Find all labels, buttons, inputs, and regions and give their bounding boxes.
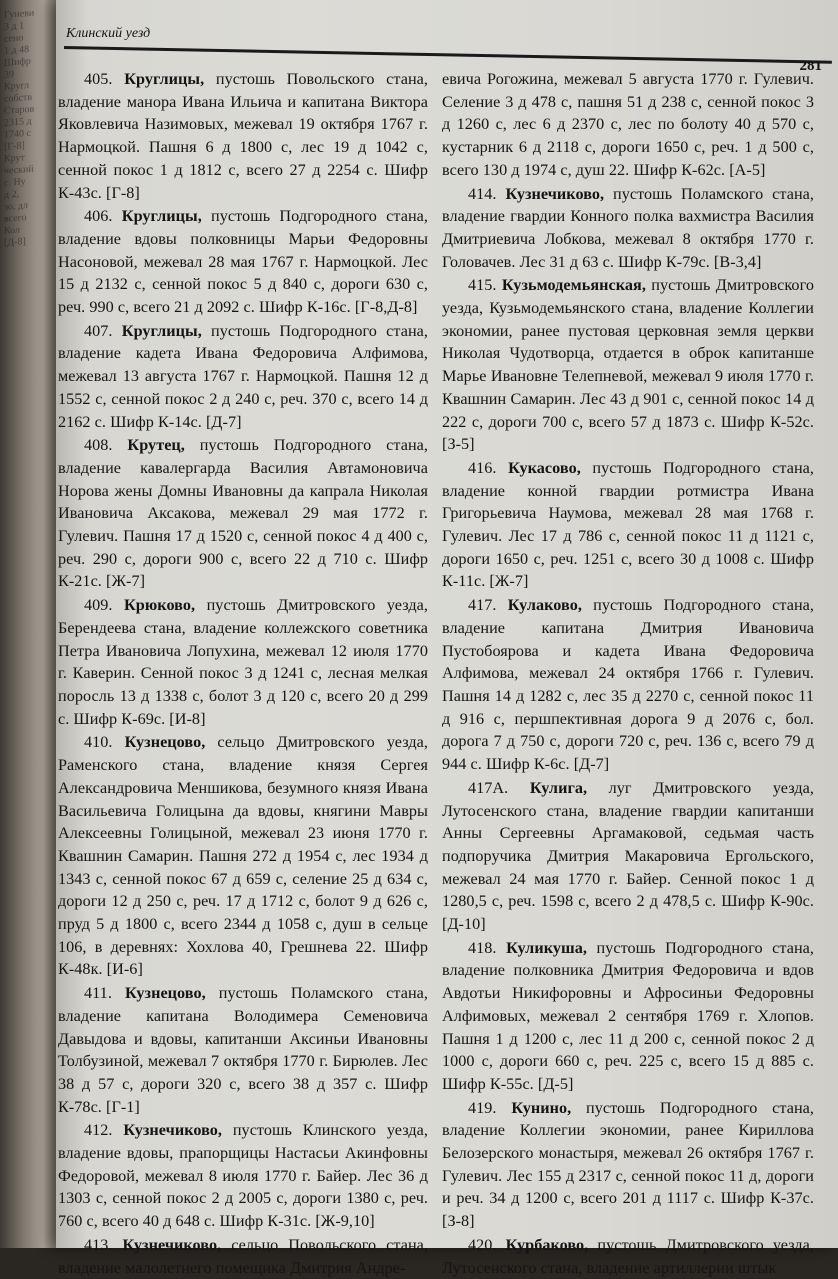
entry-name: Кузьмодемьянская, <box>501 276 646 295</box>
entry <box>58 594 428 730</box>
previous-page-fragment: Шифр <box>4 55 31 69</box>
previous-page-fragment: зо, дл <box>4 200 28 213</box>
entry-name: Кузнечиково, <box>122 1235 222 1254</box>
previous-page-fragment: Гуневи <box>4 7 35 21</box>
entry-number: 410. <box>84 733 125 752</box>
entry-name: Кукасово, <box>508 458 581 477</box>
entry-text: пустошь Поламского стана, владение капитана Володимера Семеновича Давыдова и вдовы, капитанши Аксиньи Ивановны Толбузиной, межевал 7 октября 1770 г. Бирюлев. Лес 38 д 57 с, дороги 320 с, всего 38 д 357 с. Шифр К-78с. [Г-1] <box>58 984 429 1116</box>
entry-text: пустошь Подгородного стана, владение конной гвардии ротмистра Ивана Григорьевича Наумова, межевал 28 мая 1768 г. Гулевич. Лес 17 д 786 с, сенной покос 11 д 1121 с, дороги 1650 с, реч. 1251 с, всего 30 д 1008 с. Шифр К-11с. [Ж-7] <box>442 458 814 591</box>
entry-text: пустошь Подгородного стана, владение кавалергарда Василия Автамоновича Норова жены Домны Ивановны да капрала Николая Ивановича Аксакова, межевал 29 мая 1772 г. Гулевич. Пашня 17 д 1520 с, сенной покос 4 д 400 с, реч. 290 с, дороги 900 с, всего 22 д 710 с. Шифр К-21с. [Ж-7] <box>58 436 429 591</box>
header-rule <box>64 46 832 64</box>
previous-page-fragment: 3 д 1 <box>4 20 25 33</box>
entry-text: сельцо Дмитровского уезда, Раменского стана, владение князя Сергея Александровича Меншикова, безумного князя Ивана Васильевича Голицына да вдовы, княгини Мавры Алексеевны Голицыной, межевал 23 июня 1770 г. Квашнин Самарин. Пашня 272 д 1954 с, лес 1934 д 1343 с, сенной покос 67 д 659 с, селение 25 д 634 с, дороги 12 д 250 с, реч. 17 д 1712 с, болот 9 д 626 с, пруд 5 д 1800 с, всего 2344 д 1058 с, душ в сельце 106, в деревнях: Хохлова 40, Грешнева 22. Шифр К-48к. [И-6] <box>58 733 428 979</box>
previous-page-fragment: 2315 д <box>4 115 32 129</box>
entry-text: пустошь Дмитровского уезда, Берендеева стана, владение коллежского советника Петра Ивановича Лопухина, межевал 12 июля 1770 г. Каверин. Сенной покос 3 д 1241 с, лесная мелкая поросль 13 д 1338 с, болот 3 д 120 с, всего 20 д 299 с. Шифр К-69с. [И-8] <box>58 596 428 728</box>
entry <box>58 320 428 434</box>
book-page <box>56 0 838 1277</box>
previous-page-text <box>4 6 54 249</box>
entry-name: Курбаково, <box>505 1235 589 1254</box>
entry-text: пустошь Подгородного стана, владение капитана Дмитрия Ивановича Пустобоярова и кадета Ивана Федоровича Алфимова, межевал 24 октября 1766 г. Гулевич. Пашня 14 д 1282 с, лес 35 д 2270 с, сенной покос 11 д 916 с, першпективная дорога 9 д 2076 с, бол. дорога 7 д 750 с, дороги 720 с, реч. 136 с, всего 79 д 944 с. Шифр К-6с. [Д-7] <box>442 596 815 774</box>
entry-number: 411. <box>84 984 125 1003</box>
entry-text: пустошь Подгородного стана, владение кадета Ивана Федоровича Алфимова, межевал 13 августа 1767 г. Нармоцкой. Пашня 12 д 1552 с, сенной покос 2 д 240 с, реч. 370 с, всего 14 д 2162 с. Шифр К-14с. [Д-7] <box>58 321 429 431</box>
running-head: Клинский уезд <box>66 26 151 41</box>
entry <box>442 1097 814 1233</box>
entry <box>442 937 814 1096</box>
previous-page-fragment: сено <box>4 32 24 45</box>
entry-name: Куликуша, <box>506 938 587 957</box>
entry-number: 412. <box>84 1121 124 1140</box>
previous-page-fragment: д 2, <box>4 188 20 201</box>
entry-text: пустошь Дмитровского уезда, Кузьмодемьянского стана, владение Коллегии экономии, ранее пустовая церковная земля церкви Николая Чудотворца, отдается в оброк капитанше Марье Ивановне Телепневой, межевал 9 июля 1770 г. Квашнин Самарин. Лес 43 д 901 с, сенной покос 14 д 222 с, дороги 700 с, всего 57 д 1873 с. Шифр К-52с. [З-5] <box>442 276 814 454</box>
previous-page-fragment: с. Ну <box>4 176 26 189</box>
entry-number: 419. <box>468 1098 512 1117</box>
entry-text: евича Рогожина, межевал 5 августа 1770 г. Гулевич. Селение 3 д 478 с, пашня 51 д 238 с, сенной покос 3 д 1260 с, лес 6 д 2370 с, лес по болоту 40 д 570 с, кустарник 6 д 2118 с, дороги 1650 с, реч. 1 д 500 с, всего 130 д 1974 с, душ 22. Шифр К-62с. [А-5] <box>442 70 814 179</box>
entry-name: Кузнецово, <box>124 733 206 752</box>
right-column <box>442 68 814 1279</box>
entry-name: Круглицы, <box>121 207 202 226</box>
previous-page-fragment: 1 д 48 <box>4 43 30 57</box>
entry <box>442 457 814 593</box>
entry-name: Кулига, <box>529 778 588 797</box>
entry <box>442 1234 814 1279</box>
entry-name: Кулаково, <box>507 596 582 615</box>
entry-name: Круглицы, <box>124 70 205 88</box>
entry-number: 416. <box>468 458 509 477</box>
entry-number: 418. <box>468 938 507 957</box>
entry <box>58 1119 428 1233</box>
entry-name: Кузнечиково, <box>123 1121 223 1140</box>
entry-text: луг Дмитровского уезда, Лутосенского стана, владение гвардии капитанши Анны Сергеевны Аргамаковой, седьмая часть подпоручика Дмитрия Макаровича Ергольского, межевал 24 мая 1770 г. Байер. Сенной покос 1 д 1280,5 с, реч. 1598 с, всего 2 д 478,5 с. Шифр К-90с. [Д-10] <box>442 778 814 934</box>
entry-text: пустошь Клинского уезда, владение вдовы, прапорщицы Настасьи Акинфовны Федоровой, межевал 8 июля 1770 г. Байер. Лес 36 д 1303 с, сенной покос 2 д 2005 с, дороги 1380 с, реч. 760 с, всего 40 д 648 с. Шифр К-31с. [Ж-9,10] <box>58 1121 428 1231</box>
entry-name: Крутец, <box>127 436 185 455</box>
previous-page-fragment: Кол <box>4 224 21 237</box>
entry-name: Круглицы, <box>121 321 202 340</box>
entry-text: пустошь Повольского стана, владение манора Ивана Ильича и капитана Виктора Яковлевича Назимовых, межевал 19 октября 1767 г. Нармоцкой. Пашня 6 д 1800 с, лес 19 д 1042 с, сенной покос 1 д 1812 с, всего 27 д 2254 с. Шифр К-43с. [Г-8] <box>58 70 429 202</box>
entry-number: 420. <box>468 1235 506 1254</box>
entry <box>58 982 428 1118</box>
entry-number: 415. <box>468 276 502 295</box>
page-number: 281 <box>799 58 822 74</box>
previous-page-fragment: [Г-8] <box>4 140 25 153</box>
previous-page-fragment: 1740 с <box>4 127 31 141</box>
entry-number: 405. <box>84 70 125 88</box>
entry <box>58 68 428 204</box>
entry-number: 417А. <box>468 778 530 797</box>
entry-number: 417. <box>468 596 508 615</box>
entry-text: пустошь Поламского стана, владение гвардии Конного полка вахмистра Василия Дмитриевича Лобкова, межевал 8 октября 1770 г. Головачев. Лес 31 д 63 с. Шифр К-79с. [В-3,4] <box>442 184 814 271</box>
entry <box>442 183 814 274</box>
entry-text: пустошь Подгородного стана, владение Коллегии экономии, ранее Кириллова Белозерского монастыря, межевал 26 октября 1767 г. Гулевич. Лес 155 д 2317 с, сенной покос 11 д, дороги и реч. 34 д 1200 с, всего 201 д 1117 с. Шифр К-37с. [З-8] <box>442 1098 815 1231</box>
previous-page-fragment: Крут <box>4 152 25 165</box>
entry <box>442 777 814 936</box>
entry <box>442 594 814 776</box>
entry <box>58 205 428 319</box>
entry-number: 407. <box>84 321 122 340</box>
entry-text: пустошь Дмитровского уезда, Лутосенского стана, владение артиллерии штык <box>442 1235 814 1277</box>
left-column <box>58 68 428 1279</box>
previous-page-fragment: ческий <box>4 163 34 177</box>
entry <box>442 68 814 182</box>
entry-name: Крюково, <box>124 596 196 615</box>
previous-page-fragment: 39 <box>4 69 14 81</box>
entry <box>442 274 814 456</box>
entry-number: 408. <box>84 436 128 455</box>
entry <box>58 1234 428 1279</box>
previous-page-edge <box>0 0 62 1248</box>
entry-name: Кузнецово, <box>124 984 206 1003</box>
previous-page-fragment: собств <box>4 91 33 105</box>
entry-number: 414. <box>468 184 506 203</box>
previous-page-fragment: Кругл <box>4 79 30 93</box>
entry-number: 406. <box>84 207 122 226</box>
entry-name: Кунино, <box>511 1098 572 1117</box>
previous-page-fragment: всего <box>4 212 27 225</box>
entry-text: пустошь Подгородного стана, владение полковника Дмитрия Федоровича и вдов Авдотьи Никифоровны и Афросиньи Федоровны Алфимовых, межевал 2 сентября 1769 г. Хлопов. Пашня 1 д 1200 с, лес 11 д 200 с, сенной покос 2 д 1000 с, дороги 660 с, реч. 225 с, всего 15 д 885 с. Шифр К-55с. [Д-5] <box>442 938 814 1093</box>
entry-name: Кузнечиково, <box>505 184 605 203</box>
previous-page-fragment: Старов <box>4 103 35 117</box>
entry-number: 409. <box>84 596 125 615</box>
previous-page-fragment: [Д-8] <box>4 236 26 249</box>
entry <box>58 731 428 981</box>
entry-text: сельцо Повольского стана, владение малолетнего помещика Дмитрия Андре- <box>58 1235 428 1277</box>
entry-text: пустошь Подгородного стана, владение вдовы полковницы Марьи Федоровны Насоновой, межевал 28 мая 1767 г. Нармоцкой. Лес 15 д 2132 с, сенной покос 5 д 840 с, дороги 630 с, реч. 990 с, всего 21 д 2092 с. Шифр К-16с. [Г-8,Д-8] <box>58 207 429 317</box>
entry <box>58 434 428 593</box>
entry-number: 413. <box>84 1235 123 1254</box>
